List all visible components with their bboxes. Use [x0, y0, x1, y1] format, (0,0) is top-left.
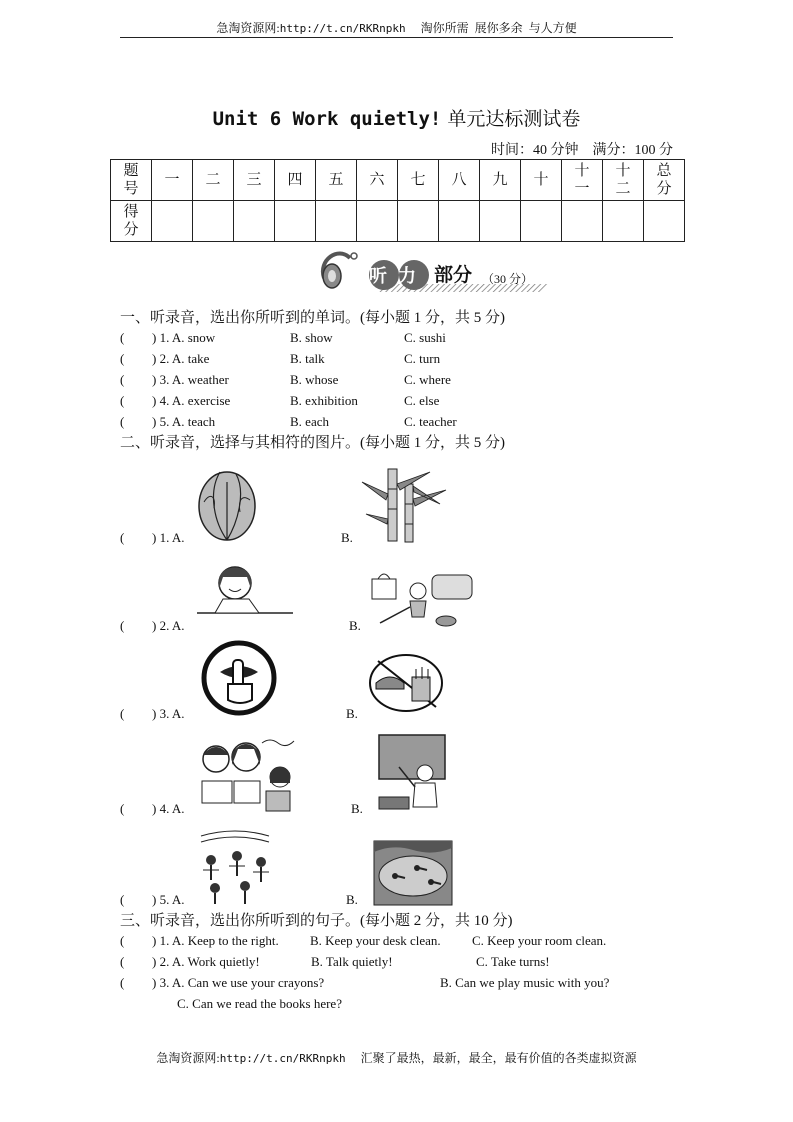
header-url[interactable]: http://t.cn/RKRnpkh: [279, 22, 406, 35]
title-chinese: 单元达标测试卷: [441, 108, 581, 130]
question-option-c: C. Can we read the books here?: [177, 996, 342, 1011]
question-option-c: C. Take turns!: [476, 954, 550, 969]
question-option-a: ) 4. A. exercise: [152, 393, 231, 408]
score-header-cell: 二: [193, 160, 234, 201]
footer-slogan: 汇聚了最热，最新，最全，最有价值的各类虚拟资源: [360, 1051, 637, 1065]
answer-paren: (: [120, 372, 125, 387]
answer-paren: (: [120, 706, 125, 721]
section2-heading: 二、听录音，选择与其相符的图片。(每小题 1 分，共 5 分): [120, 435, 505, 451]
score-header-cell: 十 一: [562, 160, 603, 201]
question-option-a: ) 3. A.: [152, 706, 185, 721]
section3-heading: 三、听录音，选出你所听到的句子。(每小题 2 分，共 10 分): [120, 913, 513, 929]
score-header-cell: 四: [275, 160, 316, 201]
question-option-b: B. talk: [290, 351, 325, 366]
score-blank-cell[interactable]: [603, 201, 644, 242]
title-english: Unit 6 Work quietly!: [212, 108, 442, 130]
banner-part-text: 部分: [434, 264, 473, 286]
question-option-b: B.: [351, 801, 363, 816]
question-option-a: ) 2. A.: [152, 618, 185, 633]
score-header-cell: 三: [234, 160, 275, 201]
score-blank-cell[interactable]: [152, 201, 193, 242]
score-table: [110, 159, 685, 242]
question-option-a: ) 3. A. weather: [152, 372, 229, 387]
footer-url[interactable]: http://t.cn/RKRnpkh: [219, 1052, 346, 1065]
question-option-b: B. Can we play music with you?: [440, 975, 610, 990]
score-blank-cell[interactable]: [234, 201, 275, 242]
question-option-c: C. Keep your room clean.: [472, 933, 607, 948]
answer-paren: (: [120, 393, 125, 408]
question-option-b: B.: [346, 706, 358, 721]
question-option-b: B.: [349, 618, 361, 633]
header-site: 急淘资源网:: [216, 21, 280, 35]
header-slogan: 淘你所需 展你多余 与人方便: [420, 21, 577, 35]
question-option-a: ) 1. A.: [152, 530, 185, 545]
answer-paren: (: [120, 330, 125, 345]
score-header-cell: 八: [439, 160, 480, 201]
score-value-row: [111, 201, 685, 242]
score-blank-cell[interactable]: [644, 201, 685, 242]
score-label-cell: 得 分: [111, 201, 152, 242]
answer-paren: (: [120, 892, 125, 907]
question-option-a: ) 1. A. snow: [152, 330, 216, 345]
score-blank-cell[interactable]: [521, 201, 562, 242]
answer-paren: (: [120, 975, 125, 990]
answer-paren: (: [120, 351, 125, 366]
people-swimming-picture: [373, 840, 453, 906]
score-header-cell: 九: [480, 160, 521, 201]
banner-listen-text: 听力: [369, 266, 427, 287]
question-option-b: B. exhibition: [290, 393, 358, 408]
question-option-b: B.: [346, 892, 358, 907]
score-header-cell: 十 二: [603, 160, 644, 201]
girl-writing-picture: [195, 559, 295, 621]
page-title: [0, 104, 793, 131]
question-option-a: ) 5. A. teach: [152, 414, 216, 429]
score-header-cell: 六: [357, 160, 398, 201]
header-divider: [120, 37, 673, 38]
score-header-row: [111, 160, 685, 201]
girl-cleaning-room-picture: [370, 565, 476, 629]
question-option-c: C. else: [404, 393, 440, 408]
score-blank-cell[interactable]: [275, 201, 316, 242]
score-blank-cell[interactable]: [480, 201, 521, 242]
children-exercising-picture: [197, 826, 273, 906]
question-option-c: C. turn: [404, 351, 441, 366]
time-info: 时间：40 分钟 满分：100 分: [491, 143, 673, 158]
answer-paren: (: [120, 801, 125, 816]
question-option-b: B.: [341, 530, 353, 545]
question-option-a: ) 5. A.: [152, 892, 185, 907]
footer-site: 急淘资源网:: [156, 1051, 220, 1065]
question-option-b: B. show: [290, 330, 333, 345]
question-option-b: B. Keep your desk clean.: [310, 933, 441, 948]
question-option-b: B. Talk quietly!: [311, 954, 393, 969]
children-singing-picture: [196, 733, 298, 815]
score-header-cell: 七: [398, 160, 439, 201]
score-header-cell: 一: [152, 160, 193, 201]
question-option-a: ) 3. A. Can we use your crayons?: [152, 975, 325, 990]
page-footer: [0, 1049, 793, 1066]
question-option-c: C. teacher: [404, 414, 457, 429]
no-food-sign-picture: [368, 653, 444, 713]
question-option-a: ) 4. A.: [152, 801, 185, 816]
answer-paren: (: [120, 414, 125, 429]
score-blank-cell[interactable]: [316, 201, 357, 242]
question-option-c: C. where: [404, 372, 451, 387]
teacher-at-board-picture: [375, 733, 449, 813]
question-option-b: B. whose: [290, 372, 339, 387]
score-header-cell: 总 分: [644, 160, 685, 201]
cabbage-picture: [194, 462, 260, 544]
score-header-cell: 五: [316, 160, 357, 201]
listening-banner: [316, 248, 556, 294]
question-option-a: ) 1. A. Keep to the right.: [152, 933, 279, 948]
quiet-sign-picture: [200, 640, 278, 716]
answer-paren: (: [120, 933, 125, 948]
answer-paren: (: [120, 618, 125, 633]
score-blank-cell[interactable]: [357, 201, 398, 242]
answer-paren: (: [120, 530, 125, 545]
score-blank-cell[interactable]: [398, 201, 439, 242]
score-blank-cell[interactable]: [562, 201, 603, 242]
bamboo-picture: [360, 464, 450, 544]
question-option-a: ) 2. A. take: [152, 351, 210, 366]
score-header-cell: 题 号: [111, 160, 152, 201]
question-option-a: ) 2. A. Work quietly!: [152, 954, 260, 969]
page-header: [120, 19, 673, 36]
score-blank-cell[interactable]: [193, 201, 234, 242]
score-header-cell: 十: [521, 160, 562, 201]
banner-points: （30 分）: [482, 272, 534, 286]
question-option-c: C. sushi: [404, 330, 446, 345]
question-option-b: B. each: [290, 414, 329, 429]
section1-heading: 一、听录音，选出你所听到的单词。(每小题 1 分，共 5 分): [120, 310, 505, 326]
answer-paren: (: [120, 954, 125, 969]
score-blank-cell[interactable]: [439, 201, 480, 242]
